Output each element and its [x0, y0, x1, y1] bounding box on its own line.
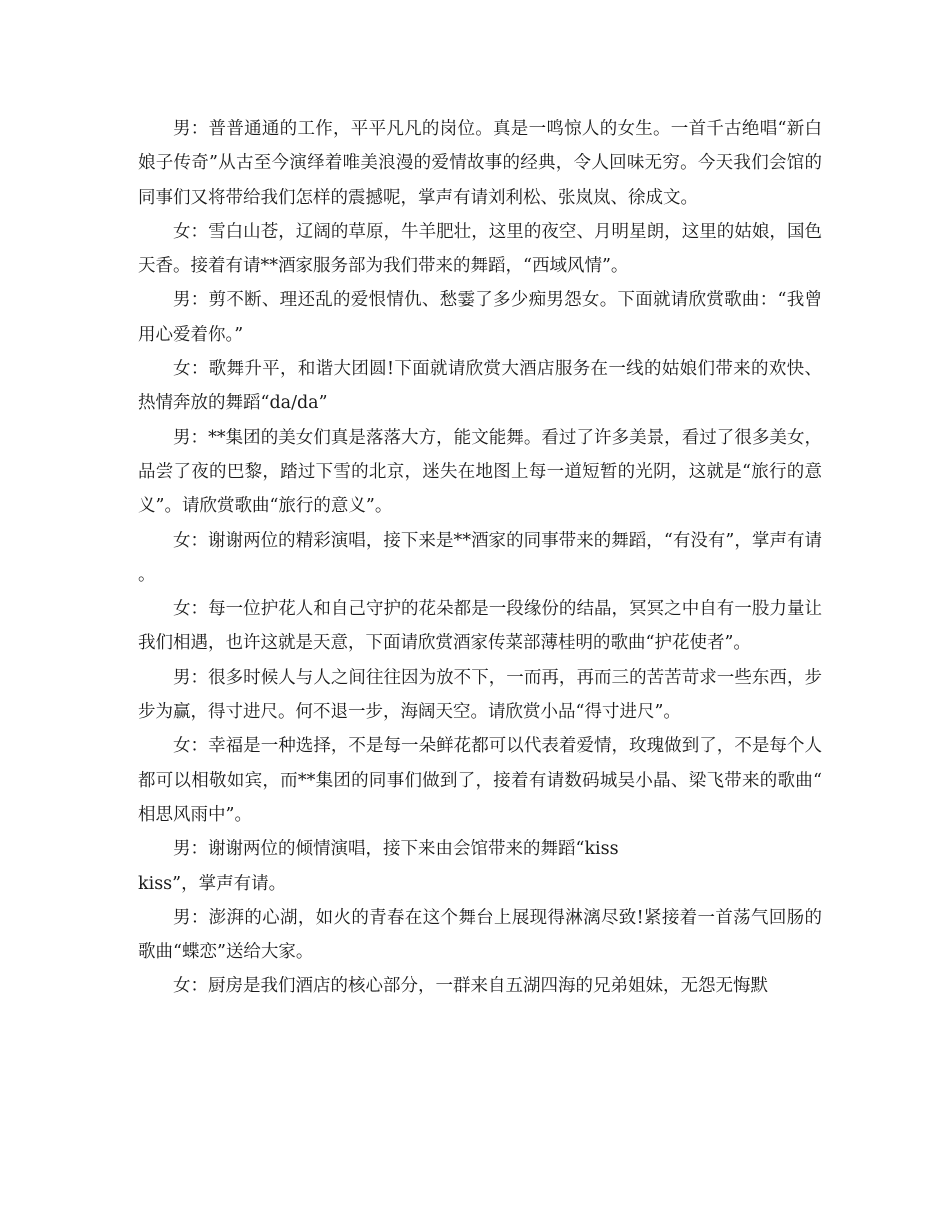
paragraph-9: 女：幸福是一种选择，不是每一朵鲜花都可以代表着爱情，玫瑰做到了，不是每个人都可以相敬如宾，而**集团的同事们做到了，接着有请数码城吴小晶、梁飞带来的歌曲“相思风雨中”。: [138, 736, 822, 825]
paragraph-13: 女：厨房是我们酒店的核心部分，一群来自五湖四海的兄弟姐妹，无怨无悔默: [173, 976, 768, 997]
paragraph-12: 男：澎湃的心湖，如火的青春在这个舞台上展现得淋漓尽致!紧接着一首荡气回肠的歌曲“蝶恋”送给大家。: [138, 907, 822, 963]
paragraph-11: kiss”，掌声有请。: [138, 873, 287, 894]
paragraph-2: 女：雪白山苍，辽阔的草原，牛羊肥壮，这里的夜空、月明星朗，这里的姑娘，国色天香。接着有请**酒家服务部为我们带来的舞蹈，“西域风情”。: [138, 221, 822, 277]
paragraph-8: 男：很多时候人与人之间往往因为放不下，一而再，再而三的苦苦苛求一些东西，步步为赢，得寸进尺。何不退一步，海阔天空。请欣赏小品“得寸进尺”。: [138, 667, 822, 723]
paragraph-3: 男：剪不断、理还乱的爱恨情仇、愁霎了多少痴男怨女。下面就请欣赏歌曲：“我曾用心爱着你。”: [138, 290, 822, 345]
paragraph-6: 女：谢谢两位的精彩演唱，接下来是**酒家的同事带来的舞蹈，“有没有”，掌声有请。: [138, 530, 822, 585]
paragraph-10: 男：谢谢两位的倾情演唱，接下来由会馆带来的舞蹈“kiss: [173, 839, 619, 860]
paragraph-1: 男：普普通通的工作，平平凡凡的岗位。真是一鸣惊人的女生。一首千古绝唱“新白娘子传奇”从古至今演绎着唯美浪漫的爱情故事的经典，令人回味无穷。今天我们会馆的同事们又将带给我们怎样的震撼呢，掌声有请刘利松、张岚岚、徐成文。: [138, 119, 822, 208]
paragraph-5: 男：**集团的美女们真是落落大方，能文能舞。看过了许多美景，看过了很多美女，品尝了夜的巴黎，踏过下雪的北京，迷失在地图上每一道短暂的光阴，这就是“旅行的意义”。请欣赏歌曲“旅行的意义”。: [138, 427, 822, 517]
paragraph-4: 女：歌舞升平，和谐大团圆!下面就请欣赏大酒店服务在一线的姑娘们带来的欢快、热情奔放的舞蹈“da/da”: [138, 359, 822, 414]
paragraph-7: 女：每一位护花人和自己守护的花朵都是一段缘份的结晶，冥冥之中自有一股力量让我们相遇，也许这就是天意，下面请欣赏酒家传菜部薄桂明的歌曲“护花使者”。: [138, 599, 822, 654]
document-body: [138, 112, 822, 1004]
